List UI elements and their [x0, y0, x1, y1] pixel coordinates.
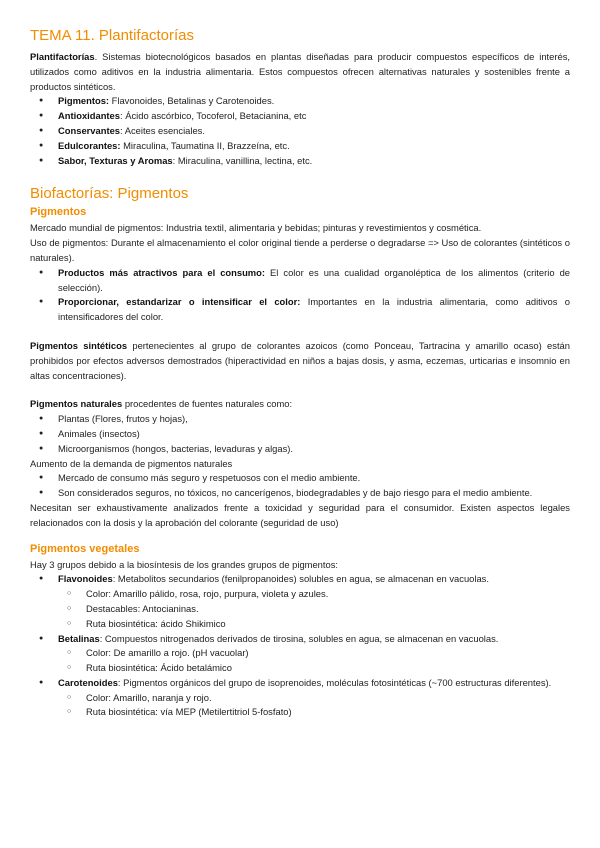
list-item: [30, 154, 570, 169]
list-item: ● Plantas (Flores, frutos y hojas),: [30, 412, 570, 427]
sublist-wrapper: [30, 587, 570, 631]
item-term: Proporcionar, estandarizar o intensificar el color:: [58, 296, 301, 308]
plant-pigment-groups: [30, 572, 570, 720]
group-term: Betalinas: [58, 632, 100, 644]
item-text: : Ácido ascórbico, Tocoferol, Betacianina, etc: [120, 110, 307, 122]
sub-item: ○ Ruta biosintética: Ácido betalámico: [30, 661, 570, 676]
sub-list: [30, 646, 570, 676]
intro-term: Plantifactorías: [30, 51, 95, 62]
list-item: ● Son considerados seguros, no tóxicos, no cancerígenos, biodegradables y de bajo riesgo para el medio ambiente.: [30, 486, 570, 501]
item-term: Antioxidantes: [58, 110, 120, 122]
document-title: TEMA 11. Plantifactorías: [30, 27, 194, 44]
item-text: Miraculina, Taumatina II, Brazzeína, etc.: [120, 139, 290, 151]
synthetic-text: pertenecientes al grupo de colorantes azoicos (como Ponceau, Tartracina y amarillo ocaso) están prohibidos por efectos adversos demostrados (hiperactividad en niños a bajas dosis, y asma, eczemas, urticarias e insomnio en altas concentraciones).: [30, 339, 570, 381]
additives-list: [30, 94, 570, 168]
sublist-wrapper: [30, 691, 570, 721]
item-term: Edulcorantes:: [58, 139, 121, 151]
list-item: [30, 632, 570, 647]
item-text: : Miraculina, vanillina, lectina, etc.: [172, 154, 313, 166]
list-item: [30, 109, 570, 124]
list-item: ● Animales (insectos): [30, 427, 570, 442]
synthetic-paragraph: [30, 339, 570, 383]
item-term: Conservantes: [58, 124, 121, 136]
usage-line: Uso de pigmentos: Durante el almacenamiento el color original tiende a perderse o degradarse => Uso de colorantes (sintéticos o naturales).: [30, 237, 570, 263]
list-item: [30, 295, 570, 325]
list-item: [30, 572, 570, 587]
list-item: [30, 266, 570, 296]
safety-paragraph: Necesitan ser exhaustivamente analizados frente a toxicidad y seguridad para el consumidor. Existen aspectos legales relacionados con la dosis y la aprobación del colorante (seguridad de uso): [30, 501, 570, 528]
group-text: : Pigmentos orgánicos del grupo de isoprenoides, moléculas fotosintéticas (~700 estructuras diferentes).: [117, 676, 552, 688]
list-item: ● Mercado de consumo más seguro y respetuosos con el medio ambiente.: [30, 471, 570, 486]
group-text: : Metabolitos secundarios (fenilpropanoides) solubles en agua, se almacenan en vacuolas.: [112, 573, 489, 585]
sub-list: [30, 587, 570, 631]
item-text: Flavonoides, Betalinas y Carotenoides.: [109, 95, 275, 107]
item-term: Productos más atractivos para el consumo:: [58, 266, 265, 278]
list-item: ● Microorganismos (hongos, bacterias, levaduras y algas).: [30, 442, 570, 457]
intro-text: . Sistemas biotecnológicos basados en plantas diseñadas para producir compuestos específicos de interés, utilizados como aditivos en la industria alimentaria. Estos compuestos ofrecen alternativas naturales y sostenibles frente a productos sintéticos.: [30, 51, 570, 92]
list-item: [30, 139, 570, 154]
list-item: [30, 124, 570, 139]
sub-item: ○ Destacables: Antocianinas.: [30, 602, 570, 617]
item-term: Sabor, Texturas y Aromas: [58, 154, 173, 166]
demand-list: [30, 471, 570, 501]
sub-item: ○ Color: Amarillo, naranja y rojo.: [30, 691, 570, 706]
sub-item: ○ Ruta biosintética: ácido Shikimico: [30, 617, 570, 632]
subheading-pigmentos: Pigmentos: [30, 206, 87, 219]
sub-list: [30, 691, 570, 721]
sub-item: ○ Color: De amarillo a rojo. (pH vacuolar): [30, 646, 570, 661]
natural-sources-list: [30, 412, 570, 456]
group-text: : Compuestos nitrogenados derivados de tirosina, solubles en agua, se almacenan en vacuolas.: [99, 632, 499, 644]
group-term: Flavonoides: [58, 573, 113, 585]
sub-item: ○ Ruta biosintética: vía MEP (Metilertitriol 5-fosfato): [30, 705, 570, 720]
spacer: [30, 325, 570, 339]
natural-term: Pigmentos naturales: [30, 398, 123, 410]
item-text: Importantes en la industria alimentaria, como aditivos o intensificadores del color.: [58, 296, 570, 323]
list-item: [30, 94, 570, 109]
group-term: Carotenoides: [58, 676, 118, 688]
pigment-uses-list: [30, 266, 570, 325]
item-text: El color es una cualidad organoléptica de los alimentos (criterio de selección).: [58, 266, 570, 293]
item-term: Pigmentos:: [58, 95, 110, 107]
section-title: Biofactorías: Pigmentos: [30, 185, 189, 203]
synthetic-term: Pigmentos sintéticos: [30, 339, 128, 351]
subheading-vegetales: Pigmentos vegetales: [30, 542, 140, 555]
natural-paragraph: [30, 397, 570, 412]
demand-line: Aumento de la demanda de pigmentos naturales: [30, 457, 233, 469]
list-item: [30, 676, 570, 691]
sublist-wrapper: [30, 646, 570, 676]
spacer: [30, 531, 570, 541]
natural-text: procedentes de fuentes naturales como:: [122, 398, 293, 410]
spacer: [30, 383, 570, 397]
item-text: : Aceites esenciales.: [120, 124, 205, 136]
sub-item: ○ Color: Amarillo pálido, rosa, rojo, purpura, violeta y azules.: [30, 587, 570, 602]
groups-line: Hay 3 grupos debido a la biosíntesis de los grandes grupos de pigmentos:: [30, 558, 339, 570]
intro-paragraph: [30, 50, 570, 94]
market-line: Mercado mundial de pigmentos: Industria textil, alimentaria y bebidas; pinturas y revestimientos y cosmética.: [30, 222, 482, 234]
